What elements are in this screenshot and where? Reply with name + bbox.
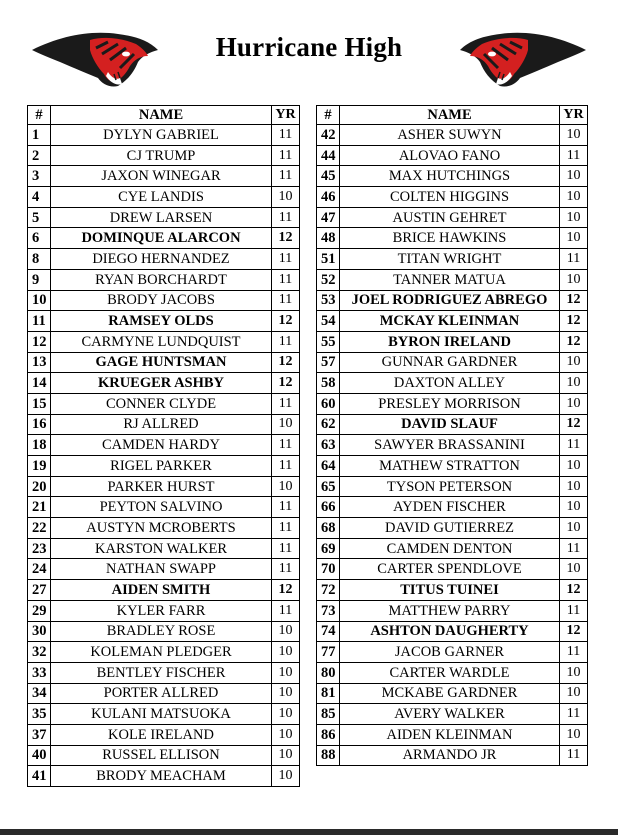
- table-row: [28, 125, 300, 146]
- player-year: 10: [272, 704, 300, 725]
- player-number: 16: [28, 414, 51, 435]
- table-row: [28, 704, 300, 725]
- player-name: DYLYN GABRIEL: [51, 125, 272, 146]
- player-number: 73: [317, 600, 340, 621]
- player-number: 48: [317, 228, 340, 249]
- player-year: 10: [272, 621, 300, 642]
- player-number: 15: [28, 393, 51, 414]
- player-number: 86: [317, 724, 340, 745]
- table-row: [28, 642, 300, 663]
- player-number: 69: [317, 538, 340, 559]
- table-row: [28, 497, 300, 518]
- table-row: [28, 311, 300, 332]
- player-number: 3: [28, 166, 51, 187]
- player-name: JOEL RODRIGUEZ ABREGO: [340, 290, 560, 311]
- player-year: 11: [560, 249, 588, 270]
- tiger-head-logo-icon: [458, 28, 588, 90]
- player-year: 11: [272, 207, 300, 228]
- table-row: [28, 207, 300, 228]
- player-name: BRADLEY ROSE: [51, 621, 272, 642]
- player-number: 10: [28, 290, 51, 311]
- player-name: MAX HUTCHINGS: [340, 166, 560, 187]
- table-row: [317, 538, 588, 559]
- player-number: 70: [317, 559, 340, 580]
- table-row: [28, 145, 300, 166]
- player-number: 45: [317, 166, 340, 187]
- player-year: 12: [272, 580, 300, 601]
- table-row: [317, 145, 588, 166]
- player-number: 68: [317, 518, 340, 539]
- player-name: AIDEN KLEINMAN: [340, 724, 560, 745]
- table-row: [28, 621, 300, 642]
- player-name: RIGEL PARKER: [51, 456, 272, 477]
- player-year: 10: [272, 683, 300, 704]
- table-row: [28, 435, 300, 456]
- table-row: [28, 331, 300, 352]
- player-number: 74: [317, 621, 340, 642]
- column-header-year: YR: [560, 106, 588, 125]
- table-row: [28, 662, 300, 683]
- table-row: [28, 166, 300, 187]
- table-row: [28, 745, 300, 766]
- player-year: 12: [560, 331, 588, 352]
- player-number: 65: [317, 476, 340, 497]
- player-year: 11: [560, 642, 588, 663]
- player-name: JAXON WINEGAR: [51, 166, 272, 187]
- table-row: [317, 290, 588, 311]
- player-name: DAVID SLAUF: [340, 414, 560, 435]
- player-name: BRODY JACOBS: [51, 290, 272, 311]
- player-name: KOLEMAN PLEDGER: [51, 642, 272, 663]
- table-row: [28, 414, 300, 435]
- player-number: 33: [28, 662, 51, 683]
- page-header: [0, 0, 618, 100]
- page-title: Hurricane High: [215, 32, 403, 62]
- player-year: 12: [272, 373, 300, 394]
- table-row: [28, 290, 300, 311]
- player-name: AUSTIN GEHRET: [340, 207, 560, 228]
- player-name: TITUS TUINEI: [340, 580, 560, 601]
- player-year: 11: [560, 704, 588, 725]
- table-row: [317, 414, 588, 435]
- player-name: CONNER CLYDE: [51, 393, 272, 414]
- player-number: 9: [28, 269, 51, 290]
- table-row: [28, 600, 300, 621]
- player-number: 20: [28, 476, 51, 497]
- player-number: 72: [317, 580, 340, 601]
- player-number: 4: [28, 187, 51, 208]
- table-row: [317, 311, 588, 332]
- player-name: GUNNAR GARDNER: [340, 352, 560, 373]
- player-number: 14: [28, 373, 51, 394]
- player-year: 11: [272, 145, 300, 166]
- player-name: ARMANDO JR: [340, 745, 560, 766]
- table-row: [28, 456, 300, 477]
- player-name: DIEGO HERNANDEZ: [51, 249, 272, 270]
- table-row: [317, 331, 588, 352]
- player-name: MATHEW STRATTON: [340, 456, 560, 477]
- player-name: AUSTYN MCROBERTS: [51, 518, 272, 539]
- player-name: TITAN WRIGHT: [340, 249, 560, 270]
- table-row: [28, 228, 300, 249]
- player-name: ALOVAO FANO: [340, 145, 560, 166]
- player-name: PARKER HURST: [51, 476, 272, 497]
- player-year: 10: [272, 642, 300, 663]
- table-row: [317, 228, 588, 249]
- player-name: BENTLEY FISCHER: [51, 662, 272, 683]
- player-year: 10: [560, 724, 588, 745]
- table-row: [317, 166, 588, 187]
- player-year: 10: [272, 745, 300, 766]
- player-number: 53: [317, 290, 340, 311]
- player-number: 63: [317, 435, 340, 456]
- table-row: [317, 518, 588, 539]
- player-number: 1: [28, 125, 51, 146]
- table-header-row: [28, 106, 300, 125]
- column-header-name: NAME: [340, 106, 560, 125]
- table-row: [28, 269, 300, 290]
- player-name: MATTHEW PARRY: [340, 600, 560, 621]
- player-year: 10: [272, 187, 300, 208]
- player-name: CAMDEN HARDY: [51, 435, 272, 456]
- table-row: [28, 518, 300, 539]
- table-row: [317, 683, 588, 704]
- player-number: 47: [317, 207, 340, 228]
- player-number: 77: [317, 642, 340, 663]
- table-row: [28, 476, 300, 497]
- player-number: 88: [317, 745, 340, 766]
- player-number: 23: [28, 538, 51, 559]
- player-name: KULANI MATSUOKA: [51, 704, 272, 725]
- player-number: 37: [28, 724, 51, 745]
- player-name: NATHAN SWAPP: [51, 559, 272, 580]
- bottom-edge-bar: [0, 829, 618, 835]
- player-name: CAMDEN DENTON: [340, 538, 560, 559]
- player-year: 10: [560, 456, 588, 477]
- table-row: [317, 662, 588, 683]
- player-year: 11: [272, 249, 300, 270]
- player-name: CARTER WARDLE: [340, 662, 560, 683]
- player-number: 80: [317, 662, 340, 683]
- player-number: 44: [317, 145, 340, 166]
- player-number: 32: [28, 642, 51, 663]
- player-name: SAWYER BRASSANINI: [340, 435, 560, 456]
- player-number: 40: [28, 745, 51, 766]
- player-name: MCKAY KLEINMAN: [340, 311, 560, 332]
- column-header-year: YR: [272, 106, 300, 125]
- table-row: [317, 393, 588, 414]
- player-number: 6: [28, 228, 51, 249]
- table-row: [28, 559, 300, 580]
- table-row: [317, 269, 588, 290]
- player-year: 11: [272, 269, 300, 290]
- table-row: [317, 249, 588, 270]
- player-year: 11: [560, 745, 588, 766]
- player-name: GAGE HUNTSMAN: [51, 352, 272, 373]
- player-name: JACOB GARNER: [340, 642, 560, 663]
- player-number: 29: [28, 600, 51, 621]
- player-year: 10: [560, 228, 588, 249]
- player-number: 12: [28, 331, 51, 352]
- player-name: ASHTON DAUGHERTY: [340, 621, 560, 642]
- player-number: 18: [28, 435, 51, 456]
- player-number: 54: [317, 311, 340, 332]
- player-year: 10: [560, 518, 588, 539]
- player-year: 11: [272, 497, 300, 518]
- player-year: 11: [272, 559, 300, 580]
- player-number: 42: [317, 125, 340, 146]
- player-name: CARTER SPENDLOVE: [340, 559, 560, 580]
- player-name: RAMSEY OLDS: [51, 311, 272, 332]
- player-name: RUSSEL ELLISON: [51, 745, 272, 766]
- table-row: [28, 538, 300, 559]
- player-name: PORTER ALLRED: [51, 683, 272, 704]
- table-row: [28, 187, 300, 208]
- column-header-name: NAME: [51, 106, 272, 125]
- player-number: 35: [28, 704, 51, 725]
- table-row: [317, 125, 588, 146]
- table-row: [317, 724, 588, 745]
- player-year: 10: [560, 166, 588, 187]
- player-name: CJ TRUMP: [51, 145, 272, 166]
- table-row: [28, 580, 300, 601]
- player-year: 10: [560, 393, 588, 414]
- player-year: 10: [560, 269, 588, 290]
- player-name: DAVID GUTIERREZ: [340, 518, 560, 539]
- player-year: 10: [560, 662, 588, 683]
- table-row: [317, 476, 588, 497]
- player-year: 10: [560, 187, 588, 208]
- player-year: 10: [560, 497, 588, 518]
- player-year: 11: [272, 600, 300, 621]
- player-number: 62: [317, 414, 340, 435]
- player-number: 66: [317, 497, 340, 518]
- player-name: DOMINQUE ALARCON: [51, 228, 272, 249]
- player-year: 10: [560, 476, 588, 497]
- player-number: 34: [28, 683, 51, 704]
- player-year: 10: [560, 352, 588, 373]
- player-name: PEYTON SALVINO: [51, 497, 272, 518]
- table-row: [28, 352, 300, 373]
- table-row: [28, 249, 300, 270]
- player-year: 11: [272, 518, 300, 539]
- player-year: 10: [272, 476, 300, 497]
- player-name: KRUEGER ASHBY: [51, 373, 272, 394]
- player-year: 11: [272, 166, 300, 187]
- player-year: 11: [560, 435, 588, 456]
- player-year: 10: [272, 766, 300, 787]
- player-name: CARMYNE LUNDQUIST: [51, 331, 272, 352]
- player-name: TYSON PETERSON: [340, 476, 560, 497]
- player-number: 58: [317, 373, 340, 394]
- player-year: 11: [272, 393, 300, 414]
- player-year: 12: [560, 290, 588, 311]
- player-name: PRESLEY MORRISON: [340, 393, 560, 414]
- player-year: 10: [272, 414, 300, 435]
- player-number: 2: [28, 145, 51, 166]
- player-name: KARSTON WALKER: [51, 538, 272, 559]
- player-name: COLTEN HIGGINS: [340, 187, 560, 208]
- table-row: [28, 373, 300, 394]
- player-name: MCKABE GARDNER: [340, 683, 560, 704]
- player-year: 12: [560, 621, 588, 642]
- table-row: [317, 559, 588, 580]
- player-name: RJ ALLRED: [51, 414, 272, 435]
- player-number: 24: [28, 559, 51, 580]
- player-year: 11: [272, 331, 300, 352]
- table-header-row: [317, 106, 588, 125]
- player-number: 51: [317, 249, 340, 270]
- table-row: [317, 704, 588, 725]
- player-number: 11: [28, 311, 51, 332]
- player-number: 55: [317, 331, 340, 352]
- player-number: 13: [28, 352, 51, 373]
- player-year: 11: [560, 145, 588, 166]
- player-number: 52: [317, 269, 340, 290]
- player-name: CYE LANDIS: [51, 187, 272, 208]
- player-year: 12: [560, 414, 588, 435]
- player-year: 12: [272, 228, 300, 249]
- player-name: BRODY MEACHAM: [51, 766, 272, 787]
- player-name: DREW LARSEN: [51, 207, 272, 228]
- player-name: DAXTON ALLEY: [340, 373, 560, 394]
- table-row: [317, 621, 588, 642]
- table-row: [317, 435, 588, 456]
- player-number: 41: [28, 766, 51, 787]
- player-name: ASHER SUWYN: [340, 125, 560, 146]
- player-name: KOLE IRELAND: [51, 724, 272, 745]
- roster-body-left: [28, 125, 300, 787]
- player-name: TANNER MATUA: [340, 269, 560, 290]
- player-number: 30: [28, 621, 51, 642]
- player-name: BYRON IRELAND: [340, 331, 560, 352]
- player-year: 12: [560, 580, 588, 601]
- player-year: 11: [560, 538, 588, 559]
- player-year: 11: [272, 435, 300, 456]
- player-number: 64: [317, 456, 340, 477]
- player-number: 85: [317, 704, 340, 725]
- table-row: [317, 600, 588, 621]
- player-name: RYAN BORCHARDT: [51, 269, 272, 290]
- table-row: [317, 207, 588, 228]
- table-row: [317, 642, 588, 663]
- table-row: [28, 724, 300, 745]
- table-row: [28, 683, 300, 704]
- table-row: [317, 352, 588, 373]
- player-year: 10: [560, 683, 588, 704]
- player-name: AVERY WALKER: [340, 704, 560, 725]
- player-year: 12: [272, 311, 300, 332]
- player-number: 46: [317, 187, 340, 208]
- player-name: AIDEN SMITH: [51, 580, 272, 601]
- player-year: 10: [272, 724, 300, 745]
- player-year: 10: [560, 207, 588, 228]
- player-number: 21: [28, 497, 51, 518]
- table-row: [317, 497, 588, 518]
- roster-body-right: [317, 125, 588, 766]
- table-row: [317, 745, 588, 766]
- player-name: AYDEN FISCHER: [340, 497, 560, 518]
- column-header-number: #: [317, 106, 340, 125]
- player-number: 8: [28, 249, 51, 270]
- roster-table-left: [27, 105, 300, 787]
- player-year: 11: [272, 125, 300, 146]
- player-year: 10: [560, 559, 588, 580]
- player-number: 81: [317, 683, 340, 704]
- player-number: 5: [28, 207, 51, 228]
- player-number: 57: [317, 352, 340, 373]
- player-year: 10: [272, 662, 300, 683]
- column-header-number: #: [28, 106, 51, 125]
- player-year: 12: [272, 352, 300, 373]
- player-number: 60: [317, 393, 340, 414]
- table-row: [317, 456, 588, 477]
- table-row: [28, 393, 300, 414]
- player-year: 10: [560, 125, 588, 146]
- player-year: 11: [272, 290, 300, 311]
- table-row: [317, 187, 588, 208]
- player-name: BRICE HAWKINS: [340, 228, 560, 249]
- player-year: 12: [560, 311, 588, 332]
- roster-table-right: [316, 105, 588, 766]
- table-row: [28, 766, 300, 787]
- player-number: 19: [28, 456, 51, 477]
- table-row: [317, 373, 588, 394]
- table-row: [317, 580, 588, 601]
- player-year: 11: [560, 600, 588, 621]
- player-year: 11: [272, 456, 300, 477]
- player-number: 22: [28, 518, 51, 539]
- player-year: 11: [272, 538, 300, 559]
- player-year: 10: [560, 373, 588, 394]
- player-name: KYLER FARR: [51, 600, 272, 621]
- player-number: 27: [28, 580, 51, 601]
